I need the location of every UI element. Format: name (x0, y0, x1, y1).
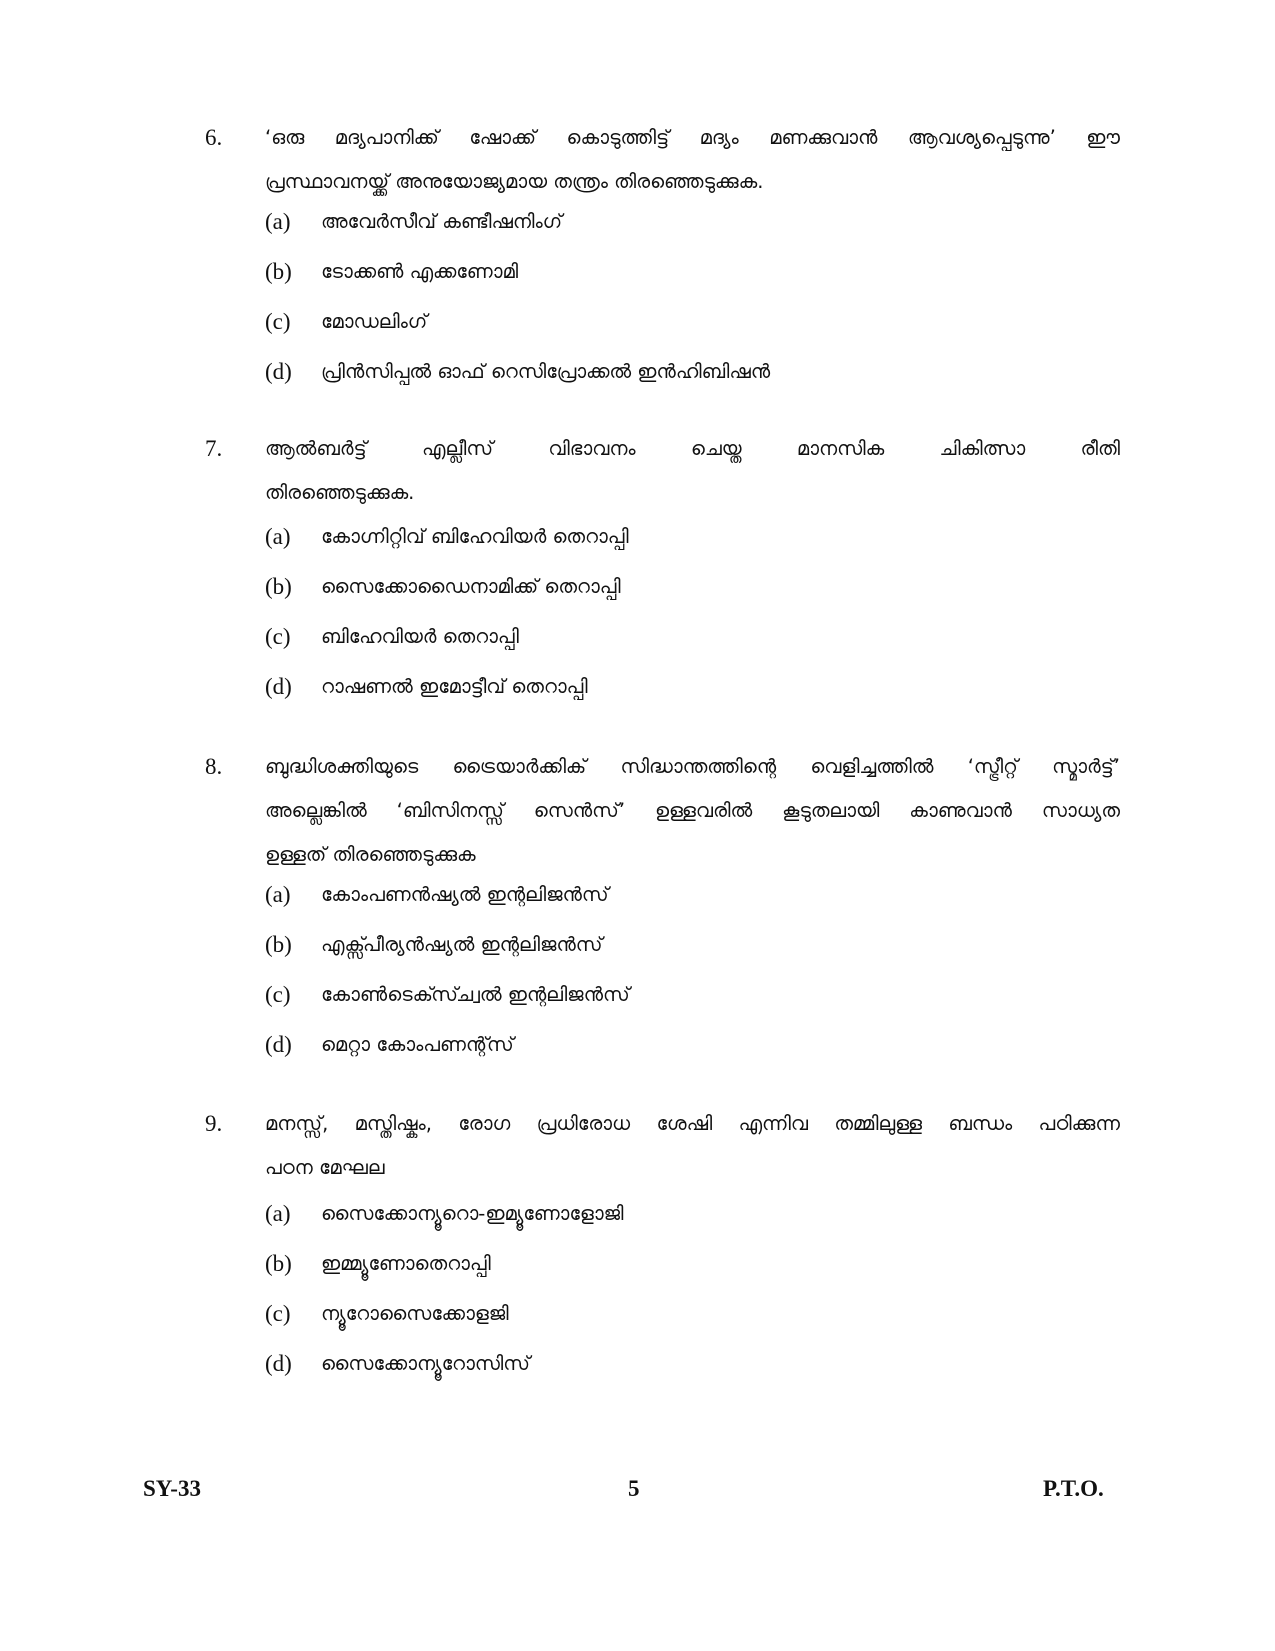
question-number: 8. (205, 754, 223, 779)
option-b (265, 250, 1065, 300)
question-stem (265, 116, 1120, 204)
option-list (265, 873, 1065, 1073)
option-c (265, 1292, 1065, 1342)
option-text: റാഷണൽ ഇമോട്ടീവ് തെറാപ്പി (321, 675, 588, 698)
option-key: (c) (265, 1301, 291, 1326)
question-stem (265, 745, 1120, 877)
option-key: (c) (265, 309, 291, 334)
option-text: സൈക്കോന്യൂറൊ-ഇമ്യൂണോളോജി (321, 1202, 624, 1225)
option-d (265, 350, 1065, 400)
question-number: 6. (205, 125, 223, 150)
option-text: ടോക്കൺ എക്കണോമി (321, 260, 519, 283)
option-text: ഇമ്മ്യൂണോതെറാപ്പി (321, 1252, 491, 1275)
question-stem-line: ‘ഒരു മദ്യപാനിക്ക് ഷോക്ക് കൊടുത്തിട്ട് മദ്യം മണക്കുവാൻ ആവശ്യപ്പെടുന്നു’ ഈ (265, 126, 1120, 149)
option-text: കോൺടെക്സ്ച്വൽ ഇന്റലിജൻസ് (321, 983, 630, 1006)
question-stem-line: ഉള്ളത് തിരഞ്ഞെടുക്കുക (265, 843, 476, 866)
option-text: മെറ്റാ കോംപണന്റ്സ് (321, 1033, 514, 1056)
option-key: (a) (265, 1201, 291, 1226)
footer-page-number: 5 (628, 1476, 640, 1501)
option-a (265, 873, 1065, 923)
option-text: കോംപണൻഷ്യൽ ഇന്റലിജൻസ് (321, 883, 609, 906)
option-c (265, 973, 1065, 1023)
option-key: (c) (265, 982, 291, 1007)
question-stem-line: അല്ലെങ്കിൽ ‘ബിസിനസ്സ് സെൻസ്’ ഉള്ളവരിൽ കൂടുതലായി കാണുവാൻ സാധ്യത (265, 799, 1120, 822)
question-stem-line: പഠന മേഘല (265, 1156, 385, 1179)
option-d (265, 1023, 1065, 1073)
option-text: കോഗ്നിറ്റിവ് ബിഹേവിയർ തെറാപ്പി (321, 525, 629, 548)
question-stem (265, 427, 1120, 515)
option-text: എക്സ്പീര്യൻഷ്യൽ ഇന്റലിജൻസ് (321, 933, 603, 956)
option-a (265, 200, 1065, 250)
option-list (265, 1192, 1065, 1392)
option-key: (b) (265, 574, 292, 599)
option-key: (c) (265, 624, 291, 649)
option-a (265, 515, 1065, 565)
option-text: സൈക്കോന്യൂറോസിസ് (321, 1352, 531, 1375)
option-a (265, 1192, 1065, 1242)
option-b (265, 565, 1065, 615)
option-d (265, 665, 1065, 715)
option-text: മോഡലിംഗ് (321, 310, 428, 333)
option-text: അവേർസീവ് കണ്ടീഷനിംഗ് (321, 210, 563, 233)
option-key: (d) (265, 1032, 292, 1057)
question-stem (265, 1102, 1120, 1190)
option-key: (a) (265, 209, 291, 234)
option-key: (b) (265, 1251, 292, 1276)
option-key: (b) (265, 932, 292, 957)
option-key: (d) (265, 359, 292, 384)
footer-code: SY-33 (143, 1476, 201, 1501)
option-list (265, 200, 1065, 400)
option-d (265, 1342, 1065, 1392)
option-text: ന്യൂറോസൈക്കോളജി (321, 1302, 509, 1325)
option-text: സൈക്കോഡൈനാമിക്ക് തെറാപ്പി (321, 575, 621, 598)
option-b (265, 923, 1065, 973)
question-number: 7. (205, 436, 223, 461)
option-text: പ്രിൻസിപ്പൽ ഓഫ് റെസിപ്രോക്കൽ ഇൻഹിബിഷൻ (321, 360, 771, 383)
option-list (265, 515, 1065, 715)
question-stem-line: ബുദ്ധിശക്തിയുടെ ട്രൈയാർക്കിക് സിദ്ധാന്തത്തിന്റെ വെളിച്ചത്തിൽ ‘സ്ട്രീറ്റ് സ്മാർട്ട്’ (265, 755, 1120, 778)
question-stem-line: മനസ്സ്, മസ്തിഷ്കം, രോഗ പ്രധിരോധ ശേഷി എന്നിവ തമ്മിലുള്ള ബന്ധം പഠിക്കുന്ന (265, 1112, 1120, 1135)
option-key: (a) (265, 882, 291, 907)
option-key: (d) (265, 1351, 292, 1376)
question-stem-line: ആൽബർട്ട് എല്ലീസ് വിഭാവനം ചെയ്ത മാനസിക ചികിത്സാ രീതി (265, 437, 1120, 460)
option-key: (b) (265, 259, 292, 284)
question-stem-line: പ്രസ്ഥാവനയ്ക്ക് അനുയോജ്യമായ തന്ത്രം തിരഞ്ഞെടുക്കുക. (265, 170, 764, 193)
option-c (265, 300, 1065, 350)
footer-pto: P.T.O. (1043, 1476, 1104, 1501)
option-b (265, 1242, 1065, 1292)
option-c (265, 615, 1065, 665)
question-number: 9. (205, 1111, 223, 1136)
option-key: (a) (265, 524, 291, 549)
option-text: ബിഹേവിയർ തെറാപ്പി (321, 625, 519, 648)
question-stem-line: തിരഞ്ഞെടുക്കുക. (265, 481, 415, 504)
option-key: (d) (265, 674, 292, 699)
